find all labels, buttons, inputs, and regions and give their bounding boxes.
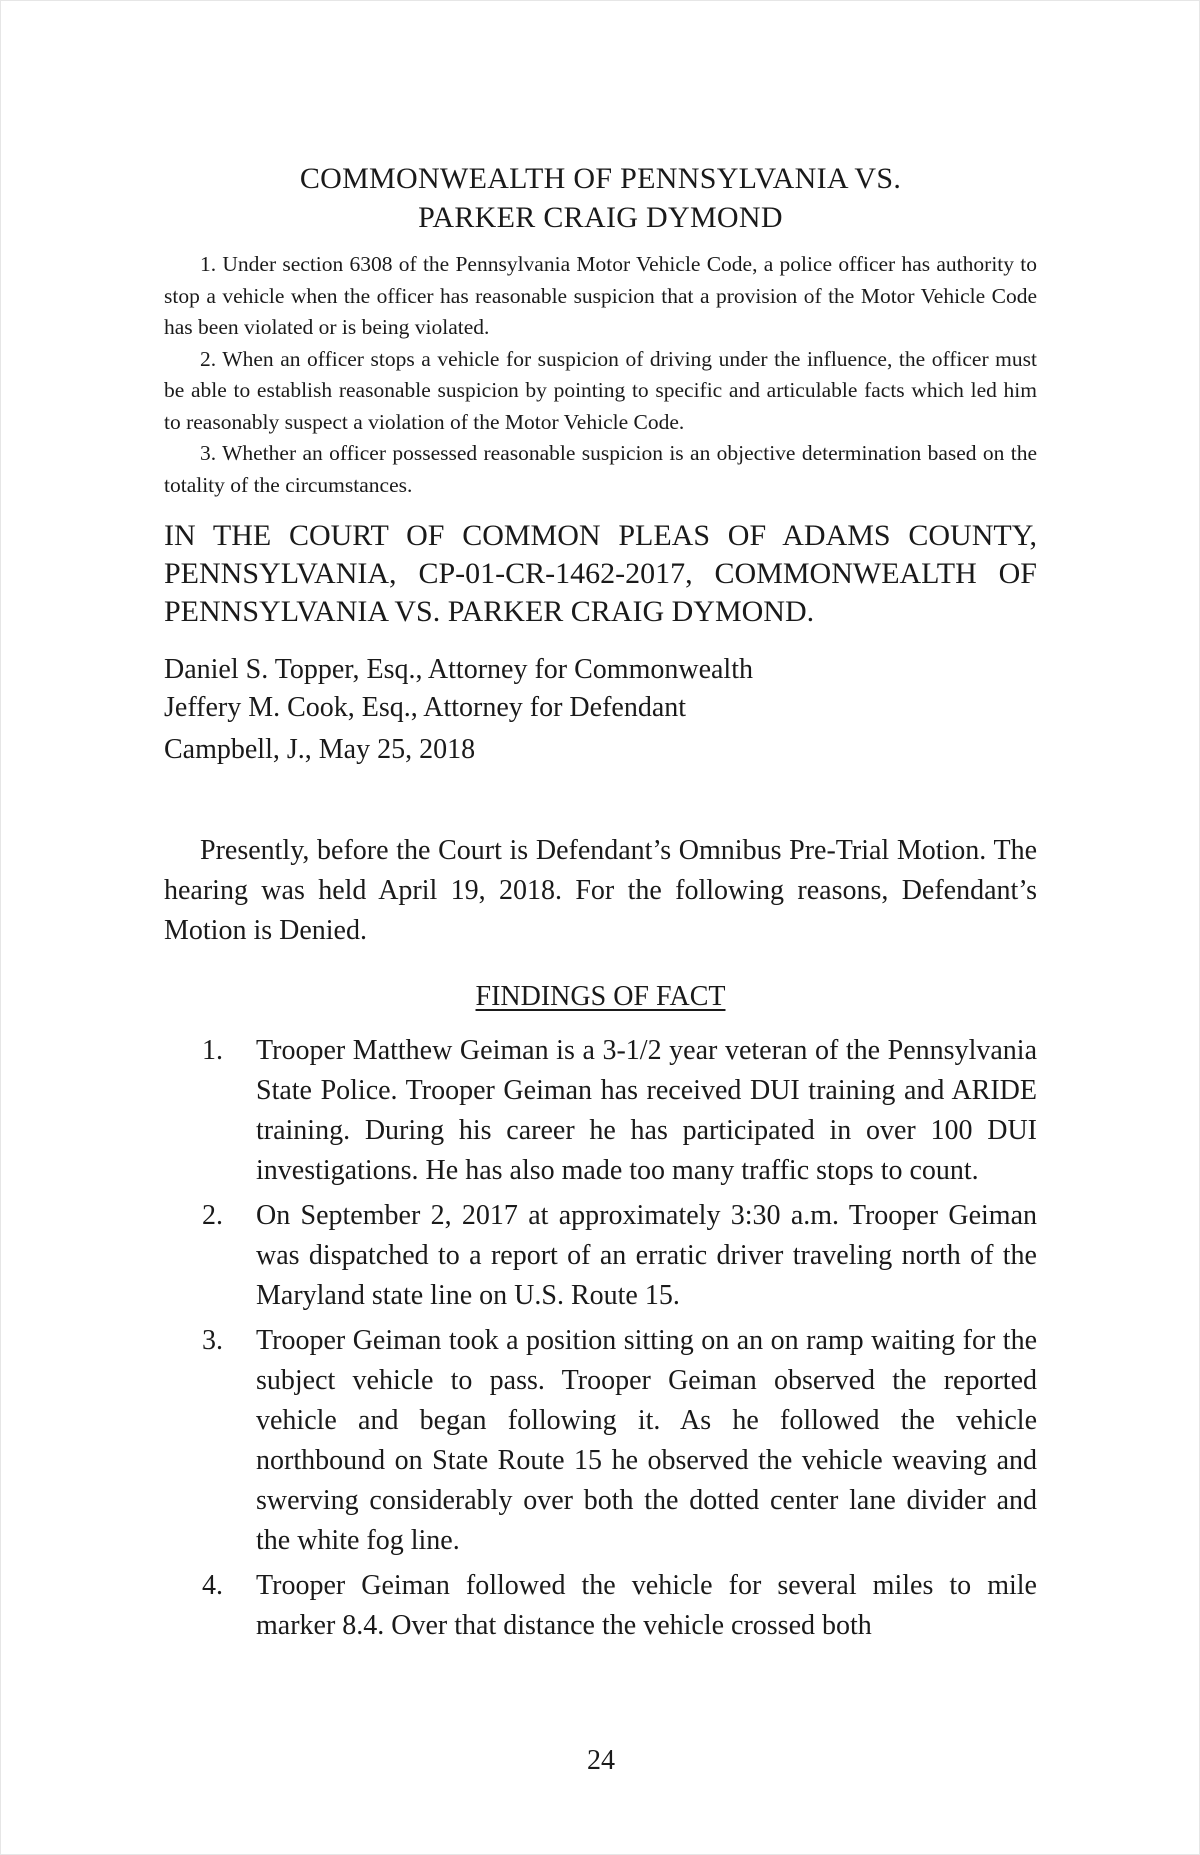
counsel-commonwealth: Daniel S. Topper, Esq., Attorney for Commonwealth (164, 654, 753, 685)
headnote-1: 1. Under section 6308 of the Pennsylvania Motor Vehicle Code, a police officer has authority to stop a vehicle when the officer has reasonable suspicion that a provision of the Motor Vehicle Code has been violated or is being violated. (164, 252, 1037, 339)
page-content (164, 159, 1037, 1651)
finding-item (164, 1566, 1037, 1646)
finding-text: On September 2, 2017 at approximately 3:30 a.m. Trooper Geiman was dispatched to a report of an erratic driver traveling north of the Maryland state line on U.S. Route 15. (256, 1200, 1037, 1311)
finding-text: Trooper Matthew Geiman is a 3-1/2 year veteran of the Pennsylvania State Police. Trooper Geiman has received DUI training and ARIDE training. During his career he has participated in over 100 DUI investigations. He has also made too many traffic stops to count. (256, 1035, 1037, 1186)
intro-paragraph: Presently, before the Court is Defendant’s Omnibus Pre-Trial Motion. The hearing was held April 19, 2018. For the following reasons, Defendant’s Motion is Denied. (164, 835, 1037, 946)
finding-item (164, 1196, 1037, 1316)
findings-heading: FINDINGS OF FACT (475, 981, 726, 1012)
case-caption-line-1: COMMONWEALTH OF PENNSYLVANIA VS. (299, 162, 902, 195)
findings-list (164, 1031, 1037, 1646)
finding-number: 3. (202, 1325, 223, 1356)
headnotes (164, 249, 1037, 501)
finding-item (164, 1321, 1037, 1561)
case-caption-line-2: PARKER CRAIG DYMOND (418, 201, 783, 234)
finding-number: 2. (202, 1200, 223, 1231)
court-caption: IN THE COURT OF COMMON PLEAS OF ADAMS COUNTY, PENNSYLVANIA, CP-01-CR-1462-2017, COMMONWEALTH OF PENNSYLVANIA VS. PARKER CRAIG DYMOND. (164, 519, 1037, 628)
headnote-2: 2. When an officer stops a vehicle for suspicion of driving under the influence, the officer must be able to establish reasonable suspicion by pointing to specific and articulable facts which led him to reasonably suspect a violation of the Motor Vehicle Code. (164, 346, 1037, 434)
counsel-defendant: Jeffery M. Cook, Esq., Attorney for Defendant (164, 692, 687, 723)
finding-number: 4. (202, 1570, 223, 1601)
counsel-list (164, 651, 1037, 727)
finding-text: Trooper Geiman took a position sitting on an on ramp waiting for the subject vehicle to pass. Trooper Geiman observed the reported vehicle and began following it. As he followed the vehicle northbound on State Route 15 he observed the vehicle weaving and swerving considerably over both the dotted center lane divider and the white fog line. (256, 1325, 1037, 1556)
case-caption-title (164, 159, 1037, 237)
finding-text: Trooper Geiman followed the vehicle for several miles to mile marker 8.4. Over that distance the vehicle crossed both (256, 1570, 1037, 1641)
finding-item (164, 1031, 1037, 1191)
headnote-3: 3. Whether an officer possessed reasonable suspicion is an objective determination based on the totality of the circumstances. (164, 441, 1037, 497)
judge-and-date: Campbell, J., May 25, 2018 (164, 734, 476, 765)
finding-number: 1. (202, 1035, 223, 1066)
page-number: 24 (587, 1745, 615, 1776)
